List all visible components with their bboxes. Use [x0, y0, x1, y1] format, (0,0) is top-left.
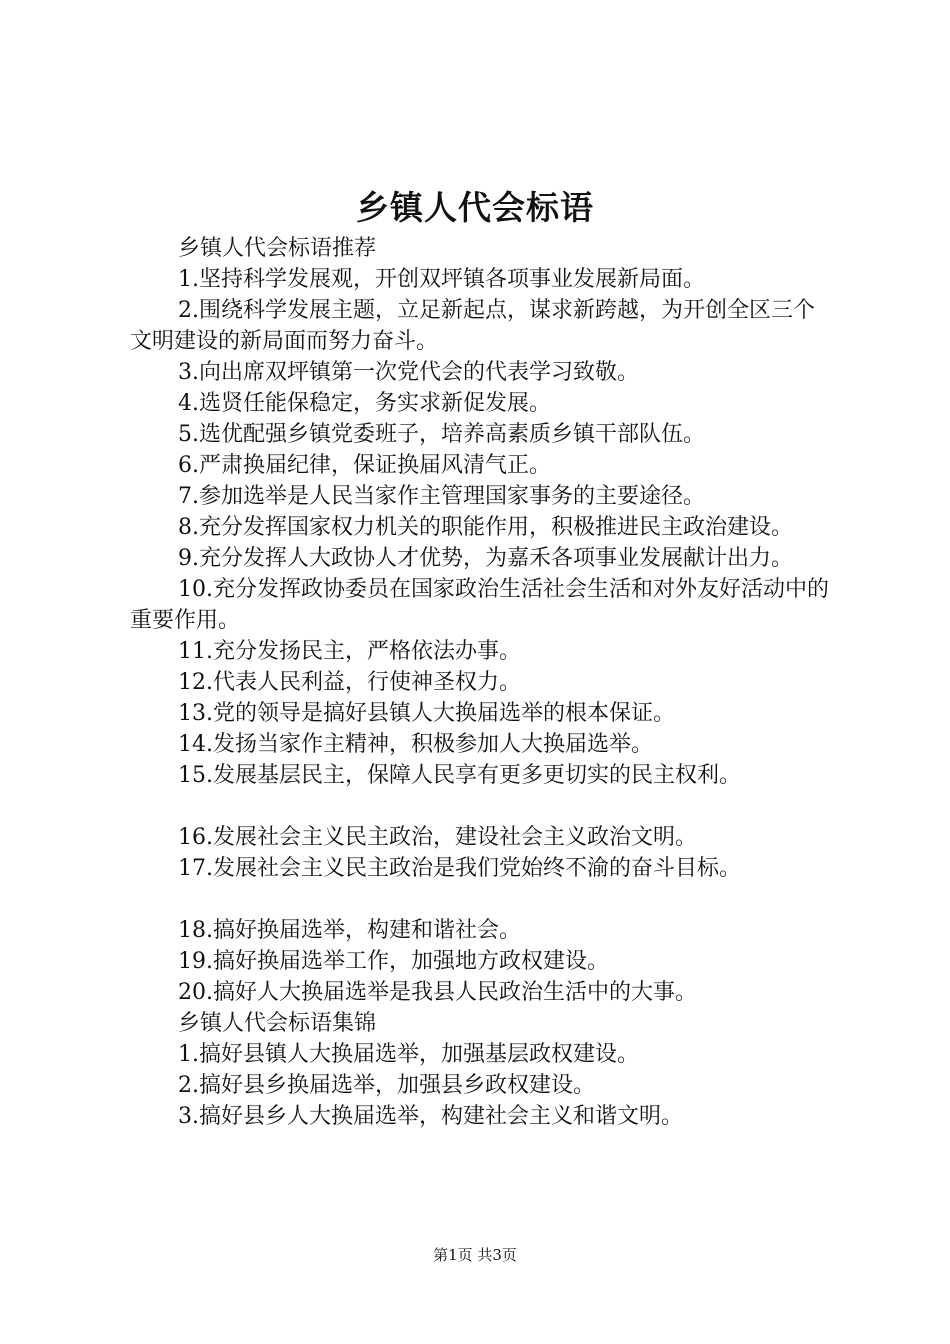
blank-line	[130, 884, 830, 915]
list-item: 2.搞好县乡换届选举，加强县乡政权建设。	[178, 1073, 595, 1098]
list-item: 3.向出席双坪镇第一次党代会的代表学习致敬。	[178, 360, 639, 385]
list-item: 12.代表人民利益，行使神圣权力。	[178, 670, 521, 695]
list-item: 6.严肃换届纪律，保证换届风清气正。	[178, 453, 551, 478]
list-item: 15.发展基层民主，保障人民享有更多更切实的民主权利。	[178, 763, 741, 788]
list-item: 5.选优配强乡镇党委班子，培养高素质乡镇干部队伍。	[178, 422, 705, 447]
list-item: 2.围绕科学发展主题，立足新起点，谋求新跨越，为开创全区三个文明建设的新局面而努力奋斗。	[130, 298, 815, 354]
list-item: 11.充分发扬民主，严格依法办事。	[178, 639, 521, 664]
document-title: 乡镇人代会标语	[356, 188, 594, 227]
list-item: 3.搞好县乡人大换届选举，构建社会主义和谐文明。	[178, 1104, 683, 1129]
list-item: 19.搞好换届选举工作，加强地方政权建设。	[178, 949, 609, 974]
list-item: 20.搞好人大换届选举是我县人民政治生活中的大事。	[178, 980, 697, 1005]
list-item: 16.发展社会主义民主政治，建设社会主义政治文明。	[178, 825, 697, 850]
list-item: 9.充分发挥人大政协人才优势，为嘉禾各项事业发展献计出力。	[178, 546, 793, 571]
list-item: 17.发展社会主义民主政治是我们党始终不渝的奋斗目标。	[178, 856, 741, 881]
blank-line	[130, 791, 830, 822]
list-item: 7.参加选举是人民当家作主管理国家事务的主要途径。	[178, 484, 705, 509]
list-item: 1.搞好县镇人大换届选举，加强基层政权建设。	[178, 1042, 639, 1067]
document-body	[130, 233, 830, 1132]
list-item: 18.搞好换届选举，构建和谐社会。	[178, 918, 521, 943]
list-item: 1.坚持科学发展观，开创双坪镇各项事业发展新局面。	[178, 267, 705, 292]
list-item: 4.选贤任能保稳定，务实求新促发展。	[178, 391, 551, 416]
section-heading: 乡镇人代会标语集锦	[178, 1011, 377, 1036]
list-item: 8.充分发挥国家权力机关的职能作用，积极推进民主政治建设。	[178, 515, 793, 540]
list-item: 10.充分发挥政协委员在国家政治生活社会生活和对外友好活动中的重要作用。	[130, 577, 829, 633]
list-item: 14.发扬当家作主精神，积极参加人大换届选举。	[178, 732, 653, 757]
page-footer: 第1页 共3页	[433, 1246, 517, 1264]
section-heading: 乡镇人代会标语推荐	[178, 236, 377, 261]
list-item: 13.党的领导是搞好县镇人大换届选举的根本保证。	[178, 701, 675, 726]
